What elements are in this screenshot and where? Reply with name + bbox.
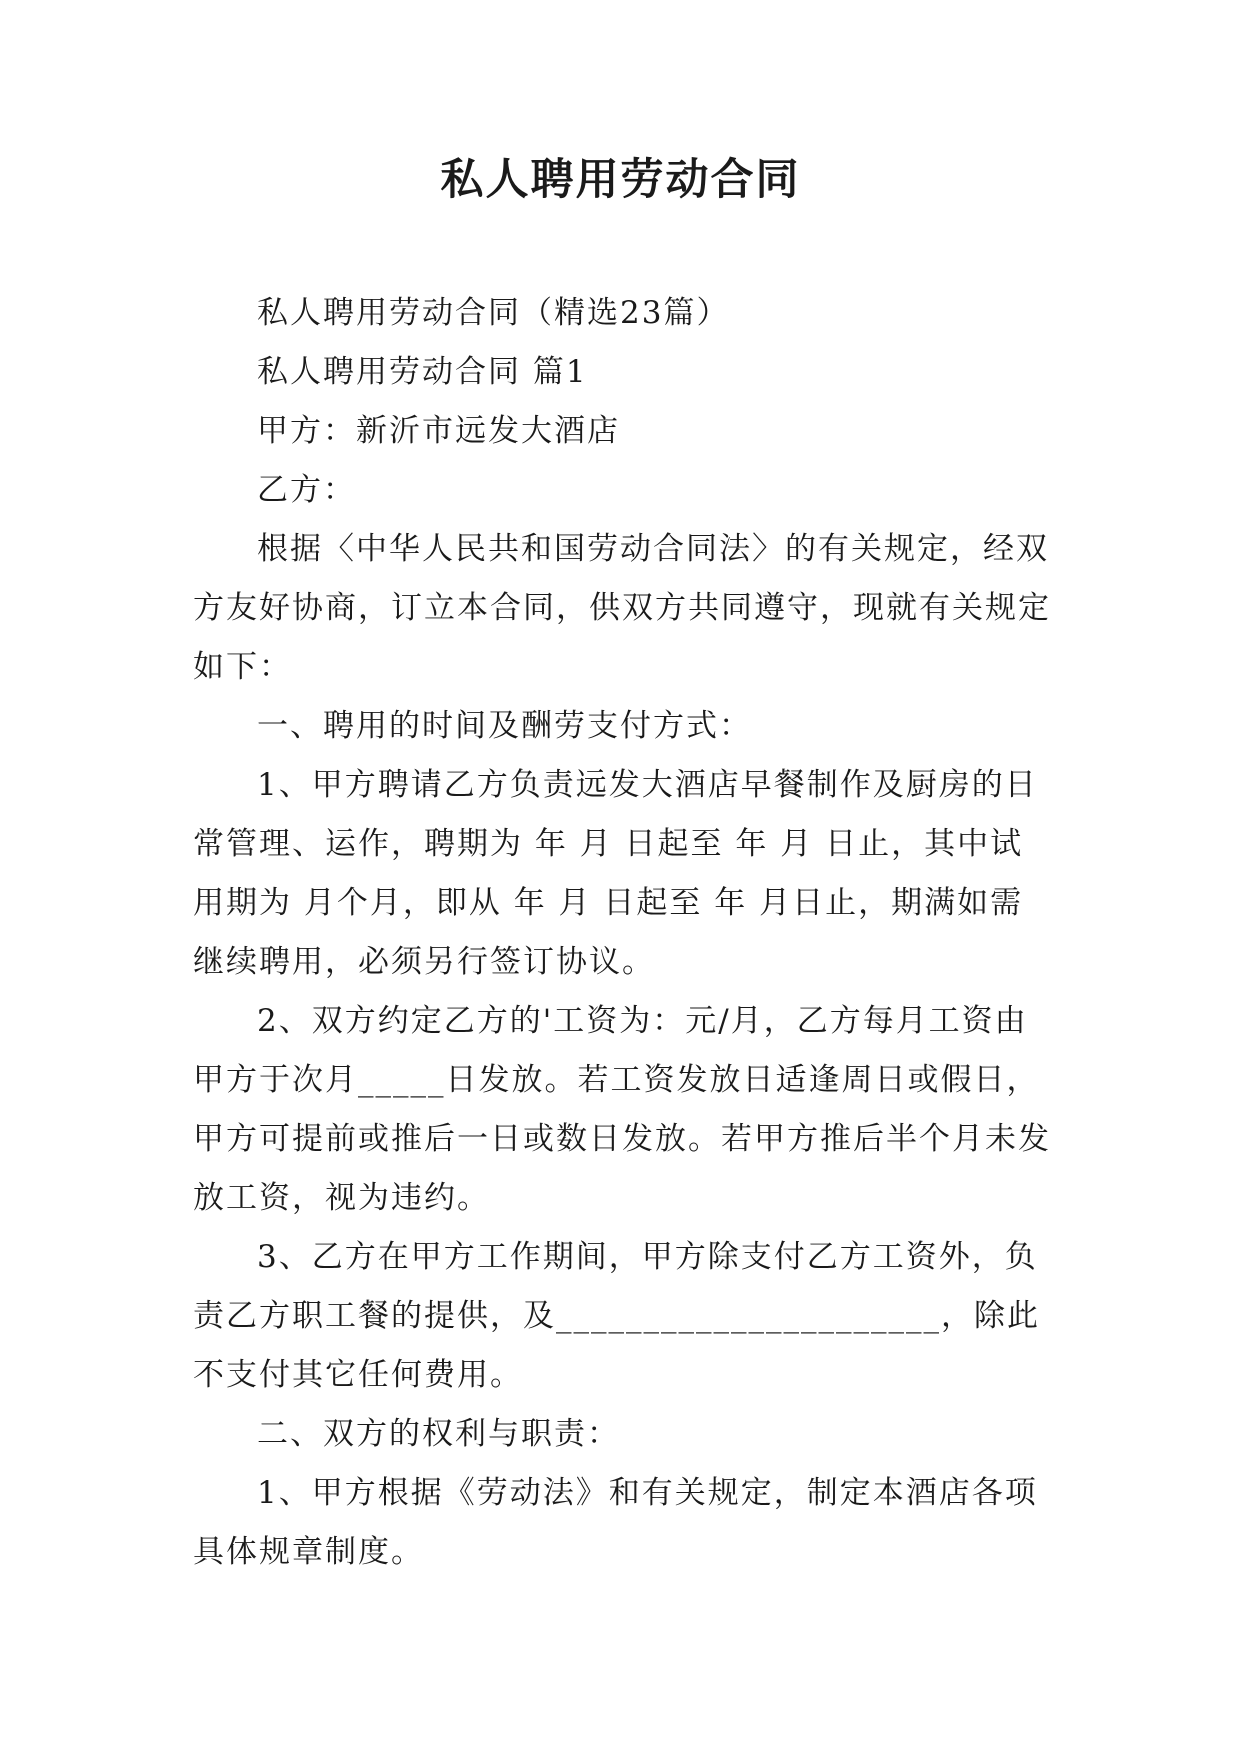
paragraph-clause-heading-2: 二、双方的权利与职责： <box>257 1416 620 1452</box>
paragraph-subtitle: 私人聘用劳动合同（精选23篇） <box>257 295 730 331</box>
paragraph-section-heading: 私人聘用劳动合同 篇1 <box>257 354 588 390</box>
paragraph-clause-2-1: 1、甲方根据《劳动法》和有关规定，制定本酒店各项具体规章制度。 <box>193 1475 1038 1570</box>
paragraph-clause-1-2: 2、双方约定乙方的'工资为：元/月，乙方每月工资由甲方于次月_____日发放。若工资发放日适逢周日或假日，甲方可提前或推后一日或数日发放。若甲方推后半个月未发放工资，视为违约。 <box>193 1003 1051 1216</box>
document-title: 私人聘用劳动合同 <box>440 155 801 205</box>
paragraph-clause-1-3: 3、乙方在甲方工作期间，甲方除支付乙方工资外，负责乙方职工餐的提供，及______________________，除此不支付其它任何费用。 <box>193 1239 1040 1393</box>
paragraph-preamble: 根据〈中华人民共和国劳动合同法〉的有关规定，经双方友好协商，订立本合同，供双方共同遵守，现就有关规定如下： <box>193 531 1051 685</box>
paragraph-clause-heading-1: 一、聘用的时间及酬劳支付方式： <box>257 708 752 744</box>
document-body <box>193 284 1055 1582</box>
paragraph-party-a: 甲方：新沂市远发大酒店 <box>257 413 620 449</box>
paragraph-clause-1-1: 1、甲方聘请乙方负责远发大酒店早餐制作及厨房的日常管理、运作，聘期为 年 月 日起至 年 月 日止，其中试用期为 月个月，即从 年 月 日起至 年 月日止，期满如需继续聘用，必须另行签订协议。 <box>193 767 1038 980</box>
paragraph-party-b: 乙方： <box>257 472 356 508</box>
